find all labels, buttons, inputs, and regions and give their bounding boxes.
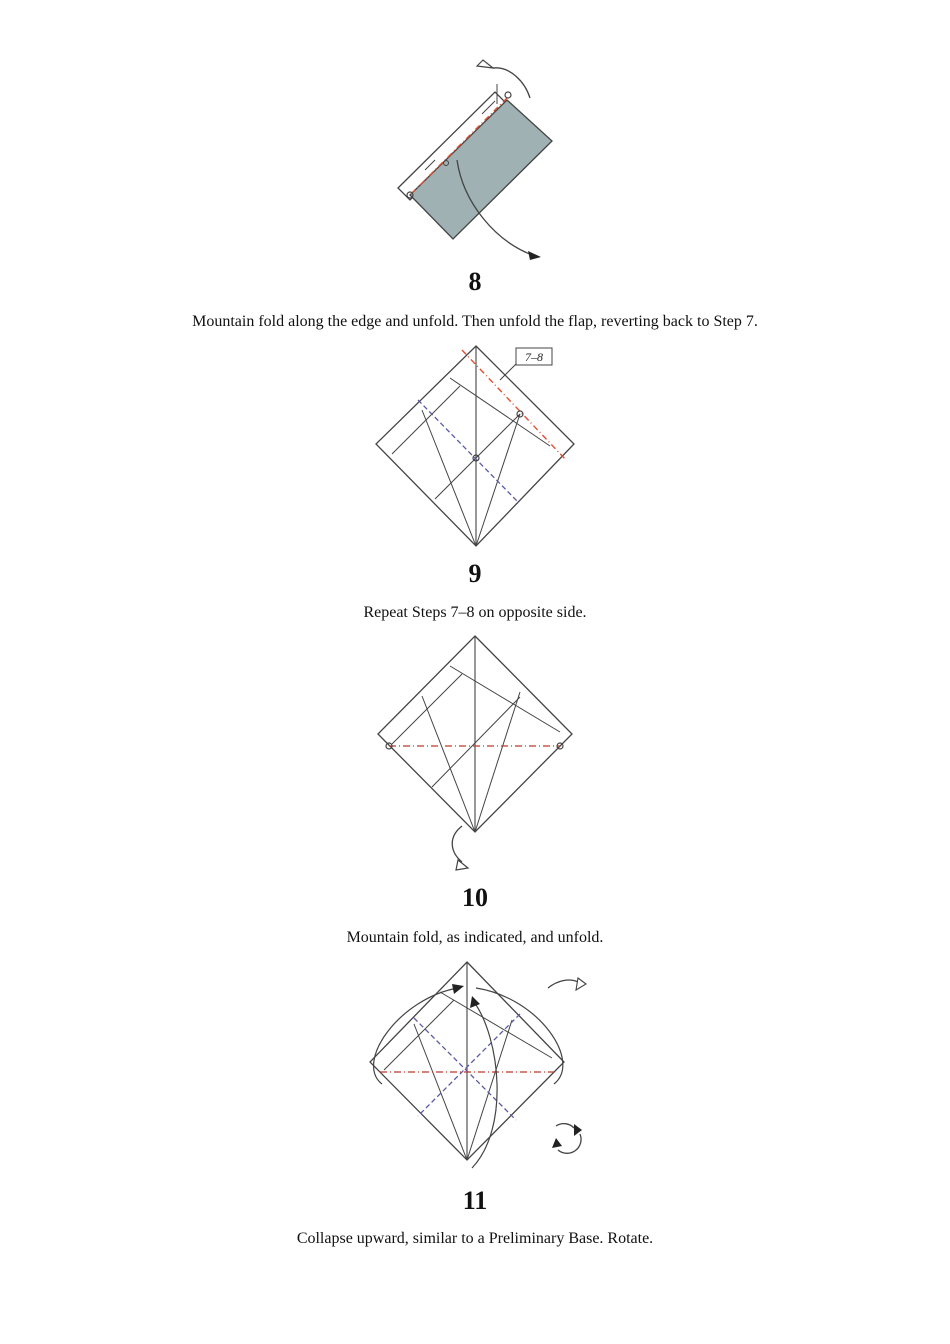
repeat-steps-tag-label: 7–8 <box>525 350 543 364</box>
diagram-step-11 <box>360 958 590 1176</box>
step-number: 10 <box>462 883 488 912</box>
step-number: 11 <box>462 1186 488 1215</box>
paper-outline <box>376 346 574 546</box>
step-caption: Repeat Steps 7–8 on opposite side. <box>363 604 587 621</box>
step-number: 8 <box>468 267 482 296</box>
step-caption: Collapse upward, similar to a Preliminary Base. Rotate. <box>296 1230 654 1247</box>
diagram-step-10 <box>370 632 580 877</box>
diagram-step-9 <box>370 342 580 552</box>
fold-arrow-icon <box>493 68 530 98</box>
diagram-step-8 <box>385 52 565 262</box>
fold-arrow-icon <box>452 826 462 862</box>
fold-arrow-icon <box>548 980 578 988</box>
step-number: 9 <box>468 559 482 588</box>
rotate-icon <box>552 1124 582 1154</box>
pivot-point-icon <box>505 92 511 98</box>
step-caption: Mountain fold, as indicated, and unfold. <box>346 929 604 946</box>
step-caption: Mountain fold along the edge and unfold. Then unfold the flap, reverting back to Step 7. <box>192 313 758 330</box>
